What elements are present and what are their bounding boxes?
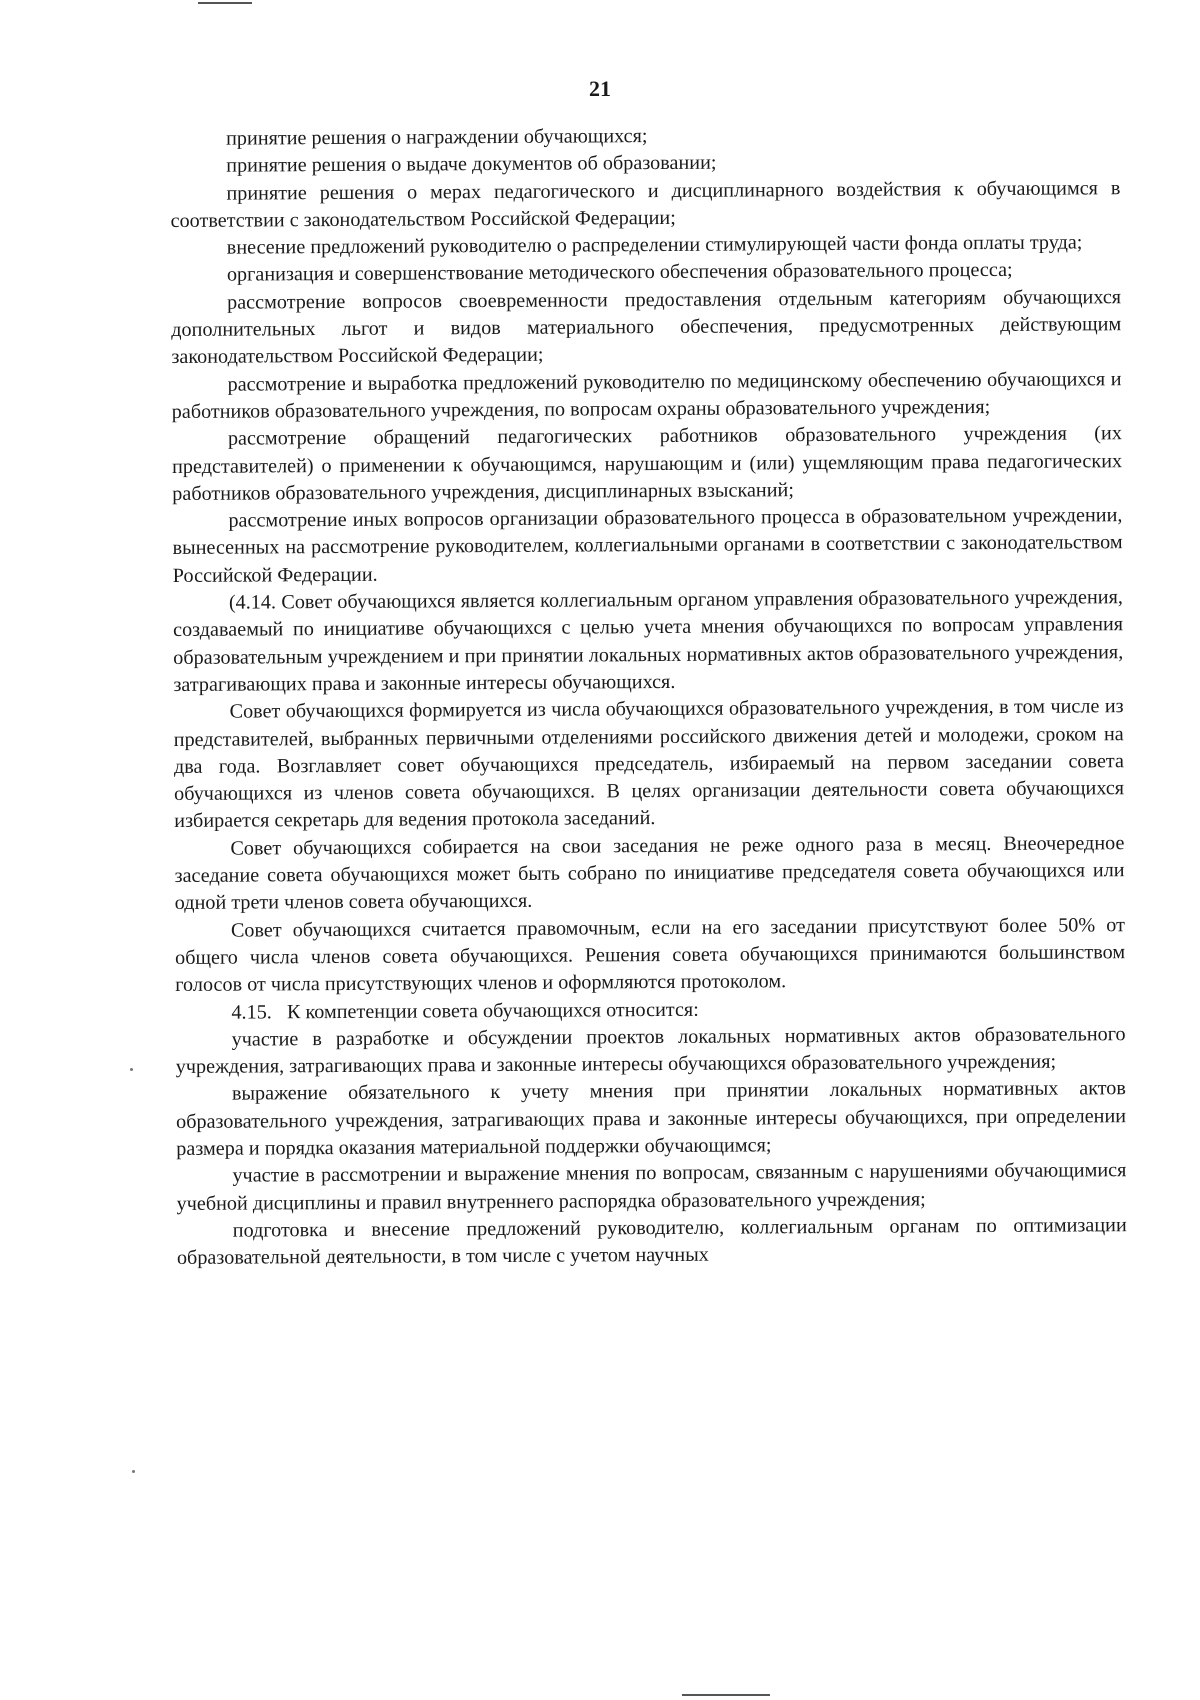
page-number: 21 (589, 76, 611, 101)
paragraph: принятие решения о выдаче документов об образовании; (226, 151, 717, 177)
paragraph: (4.14. Совет обучающихся является коллегиальным органом управления образовательного учреждения, создаваемый по инициативе обучающихся с целью учета мнения обучающихся по вопросам управления образовательным учреждением и при принятии локальных нормативных актов образовательного учреждения, затрагивающих права и законные интересы обучающихся. (173, 586, 1124, 696)
paragraph: рассмотрение обращений педагогических работников образовательного учреждения (их представителей) о применении к обучающимся, нарушающим и (или) ущемляющим права педагогических работников образовательного учреждения, дисциплинарных взысканий; (172, 422, 1123, 505)
scan-artifact-bottom (682, 1694, 770, 1696)
document-body (170, 120, 1127, 1272)
paragraph: Совет обучающихся считается правомочным, если на его заседании присутствуют более 50% от общего числа членов совета обучающихся. Решения совета обучающихся принимаются большинством голосов от числа присутствующих членов и оформляются протоколом. (175, 913, 1126, 997)
scan-artifact-dot (130, 1068, 133, 1071)
section-heading: 4.15. К компетенции совета обучающихся относится: (231, 998, 699, 1024)
scan-artifact-top (198, 2, 252, 4)
paragraph: участие в рассмотрении и выражение мнения по вопросам, связанным с нарушениями обучающимися учебной дисциплины и правил внутреннего распорядка образовательного учреждения; (176, 1159, 1127, 1215)
paragraph: подготовка и внесение предложений руководителю, коллегиальным органам по оптимизации образовательной деятельности, в том числе с учетом научных (176, 1214, 1127, 1270)
paragraph: Совет обучающихся формируется из числа обучающихся образовательного учреждения, в том числе из представителей, выбранных первичными отделениями российского движения детей и молодежи, сроком на два года. Возглавляет совет обучающихся председатель, избираемый на первом заседании совета обучающихся из членов совета обучающихся. В целях организации деятельности совета обучающихся избирается секретарь для ведения протокола заседаний. (173, 695, 1125, 833)
paragraph: рассмотрение и выработка предложений руководителю по медицинскому обеспечению обучающихся и работников образовательного учреждения, по вопросам охраны образовательного учреждения; (171, 367, 1122, 423)
paragraph: организация и совершенствование методического обеспечения образовательного процесса; (226, 259, 1013, 287)
paragraph: рассмотрение вопросов своевременности предоставления отдельным категориям обучающихся дополнительных льгот и видов материального обеспечения, предусмотренных действующим законодательством Российской Федерации; (171, 285, 1122, 369)
paragraph: принятие решения о награждении обучающихся; (226, 125, 648, 150)
paragraph: выражение обязательного к учету мнения при принятии локальных нормативных актов образовательного учреждения, затрагивающих права и законные интересы обучающихся, при определении размера и порядка оказания материальной поддержки обучающимся; (176, 1077, 1127, 1160)
paragraph: рассмотрение иных вопросов организации образовательного процесса в образовательном учреждении, вынесенных на рассмотрение руководителем, коллегиальными органами в соответствии с законодательством Российской Федерации. (172, 504, 1123, 587)
scan-artifact-dot (132, 1470, 135, 1473)
paragraph: Совет обучающихся собирается на свои заседания не реже одного раза в месяц. Внеочередное заседание совета обучающихся может быть собрано по инициативе председателя совета обучающихся или одной трети членов совета обучающихся. (174, 831, 1125, 915)
paragraph: участие в разработке и обсуждении проектов локальных нормативных актов образовательного учреждения, затрагивающих права и законные интересы обучающихся образовательного учреждения; (175, 1022, 1126, 1079)
paragraph: внесение предложений руководителю о распределении стимулирующей части фонда оплаты труда; (226, 231, 1083, 259)
paragraph: принятие решения о мерах педагогического и дисциплинарного воздействия к обучающимся в соответствии с законодательством Российской Федерации; (170, 176, 1121, 232)
